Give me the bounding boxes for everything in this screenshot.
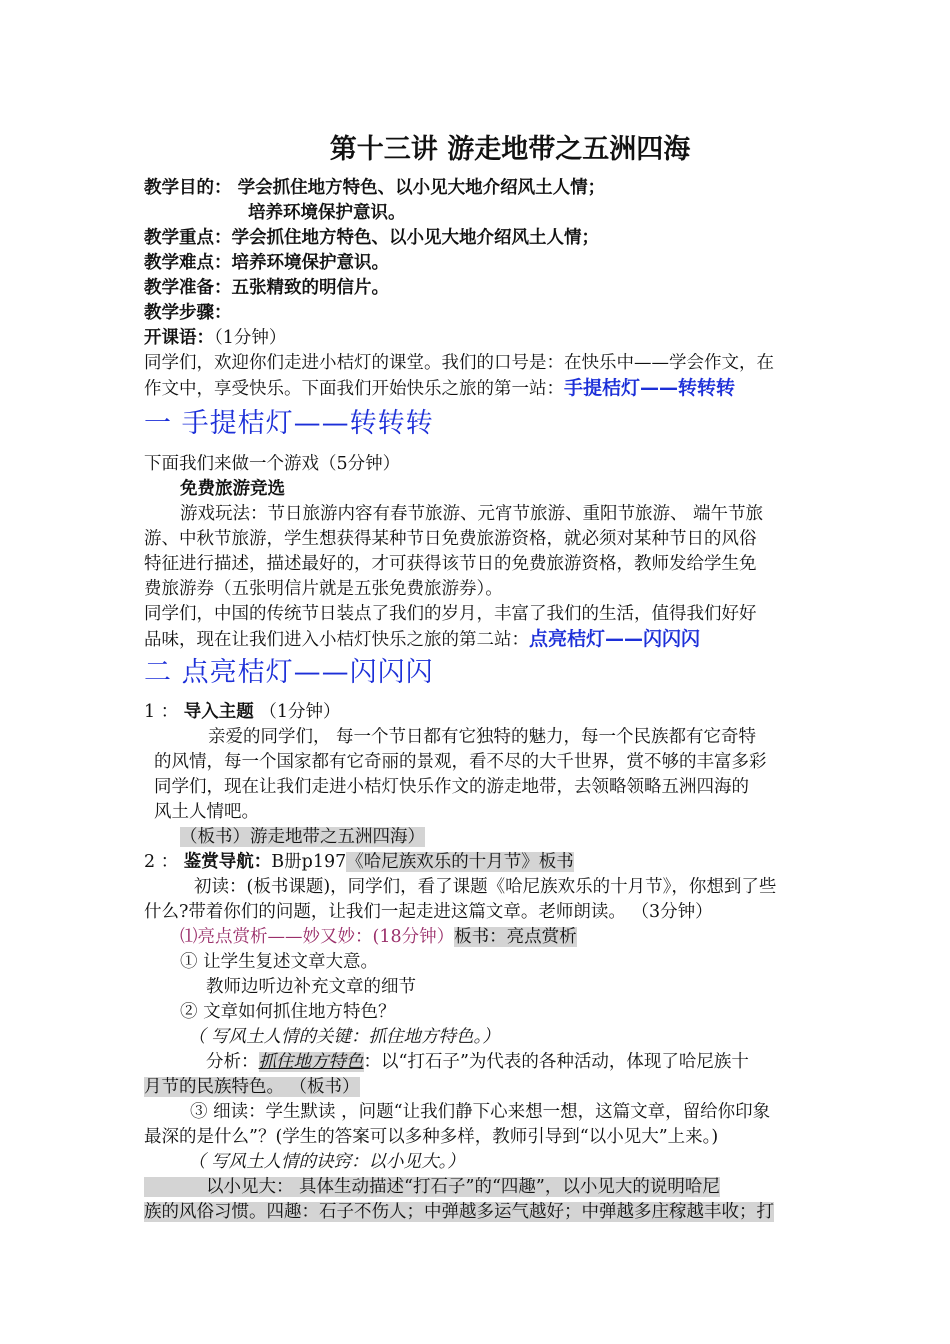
item1-number: 1 ： [144,702,179,722]
opening-label: 开课语： [144,328,214,348]
opening-line [144,326,286,350]
small-big-text2: 族的风俗习惯。四趣：石子不伤人；中弹越多运气越好；中弹越多庄稼越丰收；打 [144,1202,774,1222]
item1-label: 导入主题 [183,702,254,722]
item1-header [144,700,341,724]
objectives-text1: 学会抓住地方特色、以小见大地介绍风土人情； [231,178,606,198]
objectives-line2: 培养环境保护意识。 [248,203,406,223]
subsection1-board: 板书：亮点赏析 [454,927,577,947]
read-line2: 什么?带着你们的问题，让我们一起走进这篇文章。老师朗读。 （3分钟） [144,902,713,922]
item1-line-4: 风土人情吧。 [154,802,259,822]
board-note: （板书）游走地带之五洲四海） [180,827,425,847]
subsection1-title: ⑴亮点赏析——妙又妙：(18分钟） [180,927,455,947]
item1-line-1: 亲爱的同学们， 每一个节日都有它独特的魅力，每一个民族都有它奇特 [208,727,757,747]
item1-line-2: 的风情，每一个国家都有它奇丽的景观，看不尽的大千世界，赏不够的丰富多彩 [154,752,767,772]
intro-emphasis: 手提桔灯——转转转 [564,377,736,399]
key-point: 教学重点：学会抓住地方特色、以小见大地介绍风土人情； [144,228,599,248]
intro-text: 作文中，享受快乐。下面我们开始快乐之旅的第一站： [144,379,564,399]
section2-heading: 二 点亮桔灯——闪闪闪 [144,657,434,688]
step3-note: （ 写风土人情的诀窍：以小见大。） [188,1152,465,1172]
rule-line-3: 特征进行描述，描述最好的，才可获得该节日的免费旅游资格，教师发给学生免 [144,554,757,574]
step1: ① 让学生复述文章大意。 [180,952,379,972]
analysis-label: 分析： [206,1052,259,1072]
small-big-text1: 以小见大： 具体生动描述“打石子”的“四趣”，以小见大的说明哈尼 [144,1177,720,1197]
preparation: 教学准备：五张精致的明信片。 [144,278,389,298]
rule-line-4: 费旅游券（五张明信片就是五张免费旅游券）。 [144,579,503,599]
item2-header [144,850,574,874]
item2-label: 鉴赏导航： [183,852,272,872]
transition-emphasis: 点亮桔灯——闪闪闪 [529,628,701,650]
analysis-line2-text: 月节的民族特色。 （板书） [144,1077,360,1097]
analysis-emphasis: 抓住地方特色 [258,1052,364,1072]
transition-text: 品味，现在让我们进入小桔灯快乐之旅的第二站： [144,630,529,650]
item2-book: B册p197 [271,852,347,872]
rule-line-1: 游戏玩法：节日旅游内容有春节旅游、元宵节旅游、重阳节旅游、 端午节旅 [180,504,764,524]
difficulty: 教学难点：培养环境保护意识。 [144,253,389,273]
section1-heading: 一 手提桔灯——转转转 [144,408,434,439]
analysis-line1 [206,1050,749,1074]
step3-line1: ③ 细读：学生默读 ，问题“让我们静下心来想一想，这篇文章，留给你印象 [190,1102,771,1122]
opening-time: （1分钟） [214,328,287,348]
analysis-text: ：以“打石子”为代表的各种活动，体现了哈尼族十 [363,1052,749,1072]
read-line1: 初读：(板书课题)，同学们，看了课题《哈尼族欢乐的十月节》，你想到了些 [194,877,777,897]
objectives-label: 教学目的： [144,178,232,198]
step3-line2: 最深的是什么”？(学生的答案可以多种多样，教师引导到“以小见大”上来。) [144,1127,719,1147]
subsection1 [180,925,577,949]
small-big-line1 [144,1175,720,1199]
step2-note: （ 写风土人情的关键：抓住地方特色。） [188,1027,500,1047]
item1-board [180,825,425,849]
game-intro: 下面我们来做一个游戏（5分钟） [144,454,401,474]
item1-time: （1分钟） [259,702,341,722]
rule-line-2: 游、中秋节旅游，学生想获得某种节日免费旅游资格，就必须对某种节日的风俗 [144,529,757,549]
game-name: 免费旅游竞选 [180,479,285,499]
item1-line-3: 同学们，现在让我们走进小桔灯快乐作文的游走地带，去领略领略五洲四海的 [154,777,749,797]
analysis-line2 [144,1075,360,1099]
item2-book-title: 《哈尼族欢乐的十月节》板书 [346,852,574,872]
intro-line1: 同学们，欢迎你们走进小桔灯的课堂。我们的口号是：在快乐中——学会作文，在 [144,353,774,373]
intro-line2 [144,376,735,401]
page-title: 第十三讲 游走地带之五洲四海 [329,134,691,165]
small-big-line2 [144,1200,774,1224]
transition-line1: 同学们，中国的传统节日装点了我们的岁月，丰富了我们的生活，值得我们好好 [144,604,757,624]
objectives-line1 [144,176,605,200]
step2: ② 文章如何抓住地方特色？ [180,1002,396,1022]
step1-detail: 教师边听边补充文章的细节 [206,977,416,997]
transition-line2 [144,627,700,652]
steps-label: 教学步骤： [144,303,232,323]
item2-number: 2 ： [144,852,179,872]
